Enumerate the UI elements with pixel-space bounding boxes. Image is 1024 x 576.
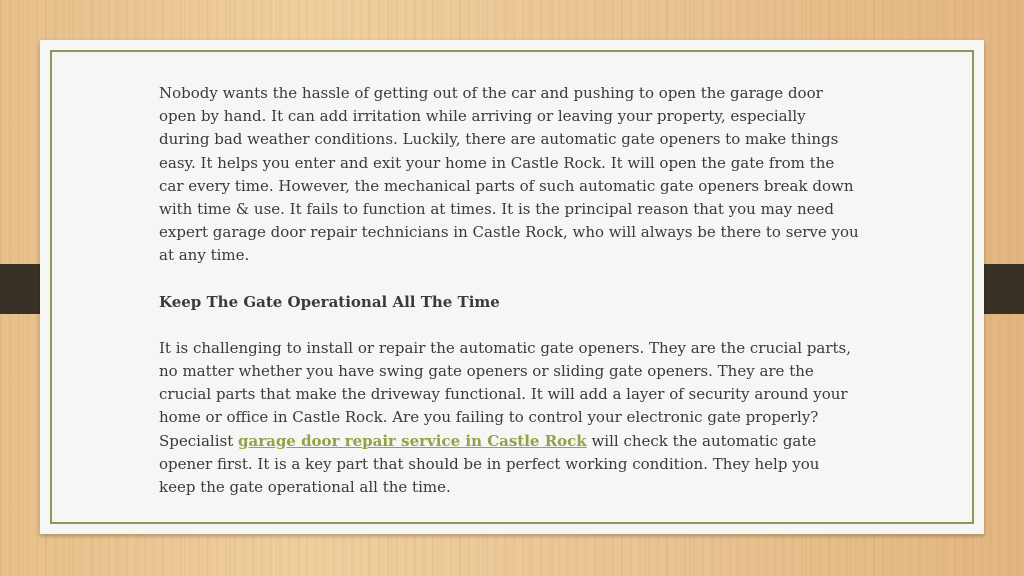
service-link[interactable]: garage door repair service in Castle Rock xyxy=(237,431,587,450)
body-text-after-link: will check the automatic gate opener first. It is a key part that should be in perfect working condition. They help you keep the gate operational all the time. xyxy=(159,431,820,497)
section-heading: Keep The Gate Operational All The Time xyxy=(159,292,500,311)
intro-paragraph: Nobody wants the hassle of getting out of the car and pushing to open the garage door open by hand. It can add irritation while arriving or leaving your property, especially during bad weather conditions. Luckily, there are automatic gate openers to make things easy. It helps you enter and exit your home in Castle Rock. It will open the gate from the car every time. However, the mechanical parts of such automatic gate openers break down with time & use. It fails to function at times. It is the principal reason that you may need expert garage door repair technicians in Castle Rock, who will always be there to serve you at any time. xyxy=(159,84,859,265)
body-paragraph xyxy=(159,337,859,499)
slide-card xyxy=(40,40,984,534)
body-text-before-link: It is challenging to install or repair the automatic gate openers. They are the crucial parts, no matter whether you have swing gate openers or sliding gate openers. They are the crucial parts that make the driveway functional. It will add a layer of security around your home or office in Castle Rock. Are you failing to control your electronic gate properly? Specialist xyxy=(159,338,852,450)
slide-content xyxy=(159,82,859,499)
